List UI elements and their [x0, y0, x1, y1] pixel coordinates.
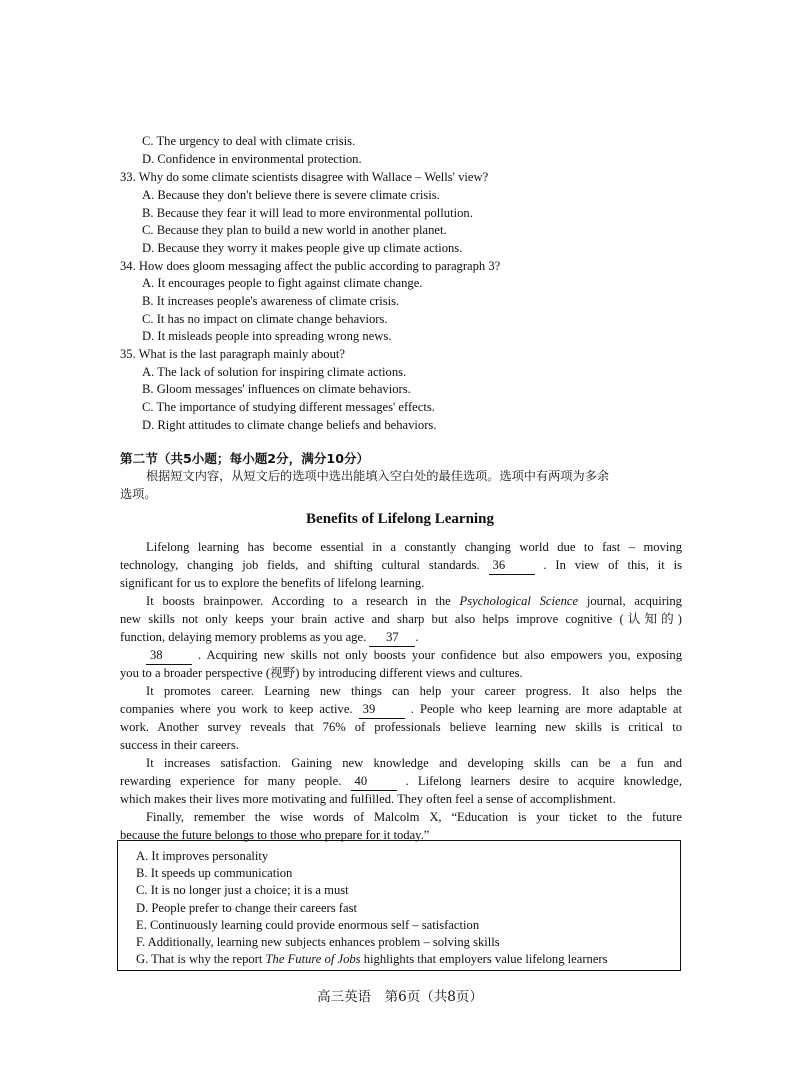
p2-line1	[146, 593, 682, 610]
p6-line2: because the future belongs to those who prepare for it today.”	[120, 828, 430, 842]
blank-39[interactable]: 39	[359, 701, 405, 719]
p2-line2: new skills not only keeps your brain active and sharp but also helps improve cognitive (认知的)	[120, 612, 682, 626]
box-option-d: D. People prefer to change their careers fast	[136, 901, 357, 915]
q33-option-b: B. Because they fear it will lead to more environmental pollution.	[142, 206, 473, 220]
p5-line2	[120, 773, 682, 791]
blank-36[interactable]: 36	[489, 557, 535, 575]
box-option-a: A. It improves personality	[136, 849, 269, 863]
q35-option-b: B. Gloom messages' influences on climate behaviors.	[142, 382, 411, 396]
section2-instruction-line2: 选项。	[120, 487, 157, 501]
p1-line1: Lifelong learning has become essential in a constantly changing world due to fast – moving	[146, 540, 682, 554]
q35-stem: 35. What is the last paragraph mainly about?	[120, 347, 345, 361]
box-option-f: F. Additionally, learning new subjects enhances problem – solving skills	[136, 935, 500, 949]
box-option-b: B. It speeds up communication	[136, 866, 293, 880]
p3-line1	[146, 647, 682, 665]
p4-line2-text-b: . People who keep learning are more adaptable at	[410, 702, 682, 716]
blank-37[interactable]: 37	[369, 629, 415, 647]
q33-option-c: C. Because they plan to build a new world in another planet.	[142, 223, 447, 237]
section2-instruction-line1: 根据短文内容，从短文后的选项中选出能填入空白处的最佳选项。选项中有两项为多余	[146, 469, 610, 483]
p5-line3: which makes their lives more motivating and fulfilled. They often feel a sense of accomplishment.	[120, 792, 616, 806]
p4-line1: It promotes career. Learning new things can help your career progress. It also helps the	[146, 684, 682, 698]
q35-option-a: A. The lack of solution for inspiring climate actions.	[142, 365, 407, 379]
section2-heading: 第二节（共5小题；每小题2分，满分10分）	[120, 451, 370, 466]
passage-title: Benefits of Lifelong Learning	[306, 511, 494, 527]
q33-option-a: A. Because they don't believe there is severe climate crisis.	[142, 188, 440, 202]
journal-name: Psychological Science	[459, 594, 579, 608]
p1-line3: significant for us to explore the benefits of lifelong learning.	[120, 576, 425, 590]
box-option-c: C. It is no longer just a choice; it is a must	[136, 883, 349, 897]
q33-stem: 33. Why do some climate scientists disagree with Wallace – Wells' view?	[120, 170, 489, 184]
box-option-g-text-b: highlights that employers value lifelong learners	[363, 952, 608, 966]
q34-option-a: A. It encourages people to fight against climate change.	[142, 276, 423, 290]
p3-line1-text: . Acquiring new skills not only boosts your confidence but also empowers you, exposing	[198, 648, 682, 662]
q34-stem: 34. How does gloom messaging affect the public according to paragraph 3?	[120, 259, 501, 273]
p6-line1: Finally, remember the wise words of Malcolm X, “Education is your ticket to the future	[146, 810, 682, 824]
q35-option-d: D. Right attitudes to climate change beliefs and behaviors.	[142, 418, 437, 432]
p1-line2-text-b: . In view of this, it is	[543, 558, 682, 572]
q32-option-c: C. The urgency to deal with climate crisis.	[142, 134, 356, 148]
q33-option-d: D. Because they worry it makes people give up climate actions.	[142, 241, 463, 255]
box-option-e: E. Continuously learning could provide enormous self – satisfaction	[136, 918, 480, 932]
p5-line2-text-b: . Lifelong learners desire to acquire knowledge,	[405, 774, 682, 788]
p1-line2-text-a: technology, changing job fields, and shifting cultural standards.	[120, 558, 480, 572]
box-option-g-text-a: G. That is why the report	[136, 952, 263, 966]
blank-40[interactable]: 40	[351, 773, 397, 791]
p2-line1-text-b: journal, acquiring	[586, 594, 682, 608]
report-title: The Future of Jobs	[265, 952, 361, 966]
page-footer: 高三英语 第6页（共8页）	[317, 989, 483, 1005]
q32-option-d: D. Confidence in environmental protection.	[142, 152, 362, 166]
box-option-g	[136, 951, 608, 968]
blank-38[interactable]: 38	[146, 647, 192, 665]
p4-line2	[120, 701, 682, 719]
p5-line2-text-a: rewarding experience for many people.	[120, 774, 342, 788]
q34-option-b: B. It increases people's awareness of climate crisis.	[142, 294, 400, 308]
p2-line3-text: function, delaying memory problems as you age.	[120, 630, 367, 644]
p5-line1: It increases satisfaction. Gaining new knowledge and developing skills can be a fun and	[146, 756, 682, 770]
q35-option-c: C. The importance of studying different messages' effects.	[142, 400, 435, 414]
p2-line1-text-a: It boosts brainpower. According to a research in the	[146, 594, 451, 608]
p3-line2: you to a broader perspective (视野) by introducing different views and cultures.	[120, 666, 523, 680]
p2-line3: function, delaying memory problems as you age. 37 .	[120, 629, 419, 647]
q34-option-c: C. It has no impact on climate change behaviors.	[142, 312, 388, 326]
p1-line2	[120, 557, 682, 575]
p4-line2-text-a: companies where you work to keep active.	[120, 702, 353, 716]
p4-line3: work. Another survey reveals that 76% of professionals believe learning new skills is critical to	[120, 720, 682, 734]
q34-option-d: D. It misleads people into spreading wrong news.	[142, 329, 392, 343]
p4-line4: success in their careers.	[120, 738, 239, 752]
